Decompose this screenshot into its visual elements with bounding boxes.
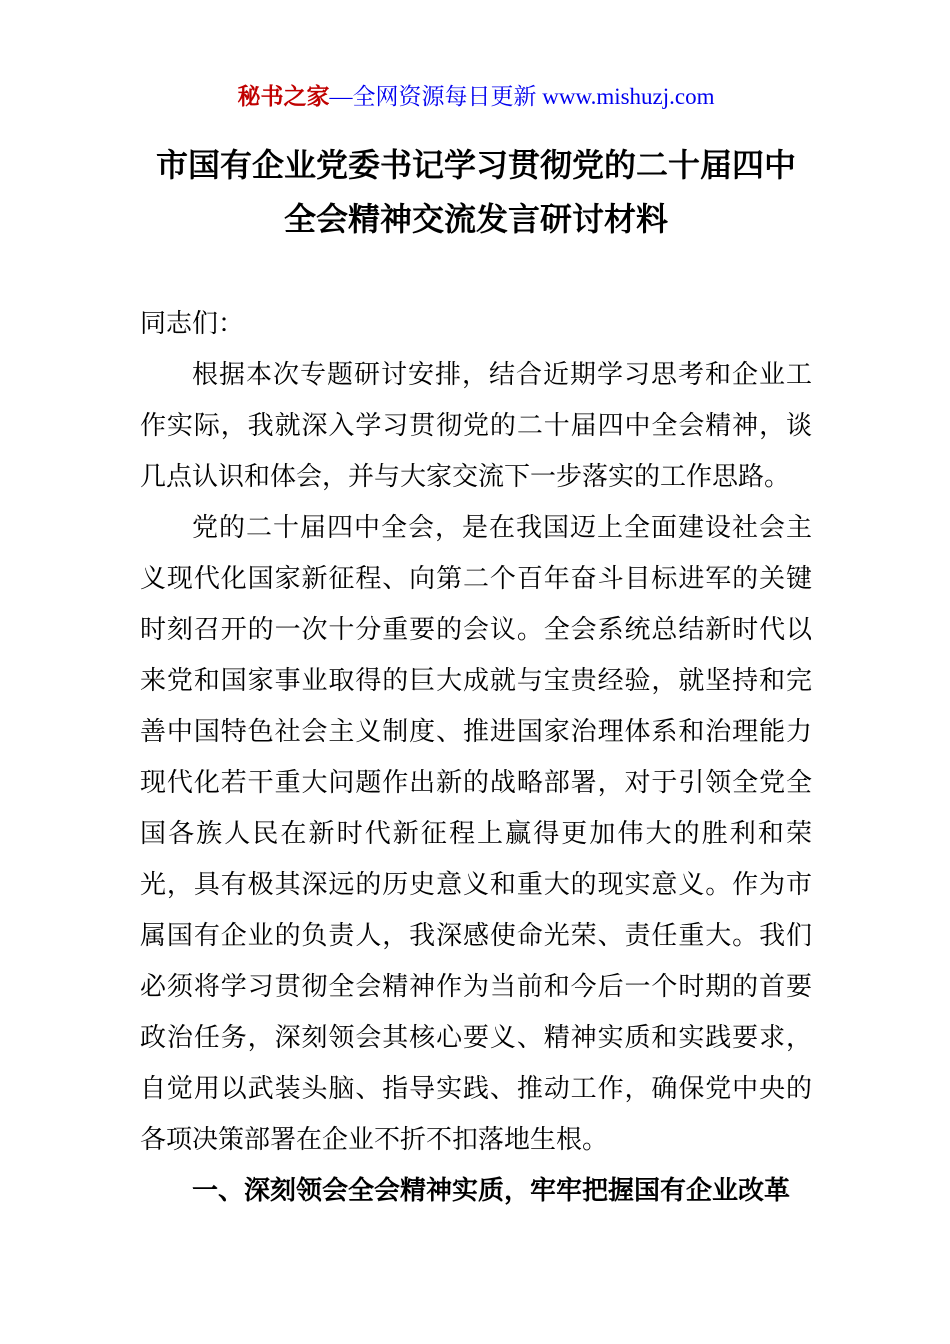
document-title-line-2: 全会精神交流发言研讨材料: [283, 201, 668, 237]
site-brand: 秘书之家: [237, 84, 330, 109]
document-body: [140, 298, 812, 1216]
section-heading: 一、深刻领会全会精神实质，牢牢把握国有企业改革: [192, 1176, 791, 1205]
site-header: [140, 80, 812, 114]
paragraph: 党的二十届四中全会，是在我国迈上全面建设社会主义现代化国家新征程、向第二个百年奋斗目标进军的关键时刻召开的一次十分重要的会议。全会系统总结新时代以来党和国家事业取得的巨大成就与宝贵经验，就坚持和完善中国特色社会主义制度、推进国家治理体系和治理能力现代化若干重大问题作出新的战略部署，对于引领全党全国各族人民在新时代新征程上赢得更加伟大的胜利和荣光，具有极其深远的历史意义和重大的现实意义。作为市属国有企业的负责人，我深感使命光荣、责任重大。我们必须将学习贯彻全会精神作为当前和今后一个时期的首要政治任务，深刻领会其核心要义、精神实质和实践要求，自觉用以武装头脑、指导实践、推动工作，确保党中央的各项决策部署在企业不折不扣落地生根。: [140, 513, 812, 1154]
document-title-line-1: 市国有企业党委书记学习贯彻党的二十届四中: [155, 147, 796, 183]
site-tagline: —全网资源每日更新 www.mishuzj.com: [329, 84, 715, 109]
paragraph: 根据本次专题研讨安排，结合近期学习思考和企业工作实际，我就深入学习贯彻党的二十届四中全会精神，谈几点认识和体会，并与大家交流下一步落实的工作思路。: [140, 360, 812, 491]
document-title: [140, 138, 812, 246]
salutation: 同志们：: [140, 309, 245, 338]
